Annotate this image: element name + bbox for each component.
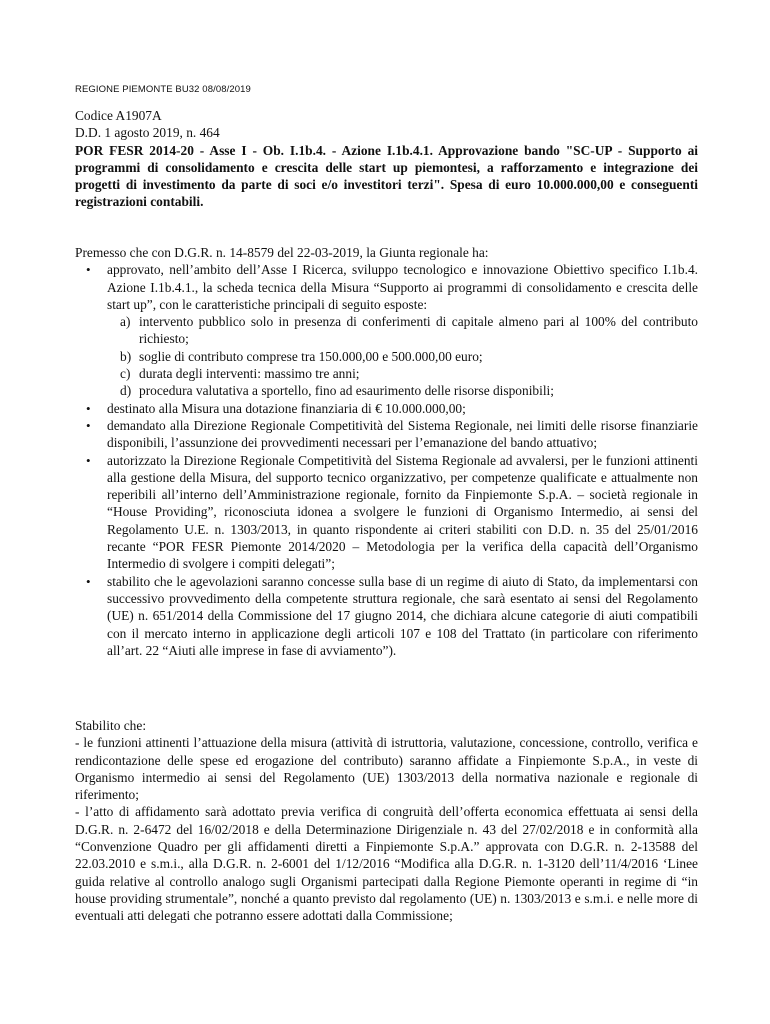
sub-item-label: a)	[120, 314, 131, 330]
list-item: • autorizzato la Direzione Regionale Competitività del Sistema Regionale ad avvalersi, per le funzioni attinenti alla gestione della Misura, del supporto tecnico organizzativo, per competenze qualificate e attualmente non reperibili all’interno dell’Amministrazione regionale, fornito da Finpiemonte S.p.A. – società regionale in “House Providing”, riconosciuta idonea a svolgere le funzioni di Organismo Intermedio, ai sensi del Regolamento U.E. n. 1303/2013, in quanto rispondente ai criteri stabiliti con D.D. n. 35 del 25/01/2016 recante “POR FESR Piemonte 2014/2020 – Metodologia per la verifica della capacità dell’Organismo Intermedio di svolgere i compiti delegati”;	[75, 452, 698, 573]
list-item: • destinato alla Misura una dotazione finanziaria di € 10.000.000,00;	[75, 400, 698, 417]
document-title: POR FESR 2014-20 - Asse I - Ob. I.1b.4. - Azione I.1b.4.1. Approvazione bando "SC-UP - Supporto ai programmi di consolidamento e crescita delle start up piemontesi, a rafforzamento e integrazione dei progetti di investimento da parte di soci e/o investitori terzi". Spesa di euro 10.000.000,00 e conseguenti registrazioni contabili.	[75, 142, 698, 210]
list-item: • stabilito che le agevolazioni saranno concesse sulla base di un regime di aiuto di Stato, da implementarsi con successivo provvedimento della competente struttura regionale, che sarà esentato ai sensi del Regolamento (UE) n. 651/2014 della Commissione del 17 giugno 2014, che dichiara alcune categorie di aiuti compatibili con il mercato interno in applicazione degli articoli 107 e 108 del Trattato (in particolare con riferimento all’art. 22 “Aiuti alle imprese in fase di avviamento”).	[75, 573, 698, 659]
paragraph: - l’atto di affidamento sarà adottato previa verifica di congruità dell’offerta economica effettuata ai sensi della D.G.R. n. 2-6472 del 16/02/2018 e della Determinazione Dirigenziale n. 43 del 27/02/2018 e in conformità alla “Convenzione Quadro per gli affidamenti diretti a Finpiemonte S.p.A.” approvata con D.G.R. n. 2-13588 del 22.03.2010 e s.m.i., alla D.G.R. n. 2-6001 del 1/12/2016 “Modifica alla D.G.R. n. 1-3120 dell’11/4/2016 ‘Linee guida relative al controllo analogo sugli Organismi partecipati dalla Regione Piemonte operanti in regime di “in house providing strumentale”, nonché a quanto previsto dal regolamento (UE) n. 1303/2013 e s.m.i. e nelle more di eventuali atti delegati che potranno essere adottati dalla Commissione;	[75, 804, 698, 924]
sub-item-label: b)	[120, 348, 132, 364]
paragraph: - le funzioni attinenti l’attuazione della misura (attività di istruttoria, valutazione, concessione, controllo, verifica e rendicontazione delle spese ed erogazione del contributo) saranno affidate a Finpiemonte S.p.A., in veste di Organismo intermedio ai sensi del Regolamento (UE) 1303/2013 della normativa nazionale e regionale di riferimento;	[75, 735, 698, 803]
premesso-list	[75, 261, 698, 659]
sub-item	[107, 348, 698, 365]
sub-item-text: soglie di contributo comprese tra 150.000,00 e 500.000,00 euro;	[139, 348, 483, 364]
list-item	[75, 261, 698, 399]
sub-item-text: procedura valutativa a sportello, fino ad esaurimento delle risorse disponibili;	[139, 383, 554, 399]
determina-header	[75, 107, 698, 211]
list-item-text: • approvato, nell’ambito dell’Asse I Ricerca, sviluppo tecnologico e innovazione Obiettivo specifico I.1b.4. Azione I.1b.4.1., la scheda tecnica della Misura “Supporto ai programmi di consolidamento e crescita delle start up”, con le caratteristiche principali di seguito esposte:	[107, 262, 698, 312]
stabilito-intro: Stabilito che:	[75, 718, 147, 733]
sub-item-label: c)	[120, 366, 131, 382]
stabilito-section	[75, 717, 698, 925]
premesso-intro: Premesso che con D.G.R. n. 14-8579 del 22-03-2019, la Giunta regionale ha:	[75, 245, 489, 260]
sub-item	[107, 365, 698, 382]
bollettino-header: REGIONE PIEMONTE BU32 08/08/2019	[75, 84, 251, 95]
sub-item-label: d)	[120, 383, 132, 399]
sub-item	[107, 382, 698, 399]
sub-list	[107, 313, 698, 399]
list-item: • demandato alla Direzione Regionale Competitività del Sistema Regionale, nei limiti delle risorse finanziarie disponibili, l’assunzione dei provvedimenti necessari per l’emanazione del bando attuativo;	[75, 417, 698, 452]
sub-item-text: durata degli interventi: massimo tre anni;	[139, 366, 360, 382]
sub-item	[107, 313, 698, 348]
codice: Codice A1907A	[75, 108, 162, 123]
dd-reference: D.D. 1 agosto 2019, n. 464	[75, 125, 220, 141]
sub-item-text: intervento pubblico solo in presenza di conferimenti di capitale almeno pari al 100% del contributo richiesto;	[139, 314, 698, 347]
premesso-section	[75, 244, 698, 659]
